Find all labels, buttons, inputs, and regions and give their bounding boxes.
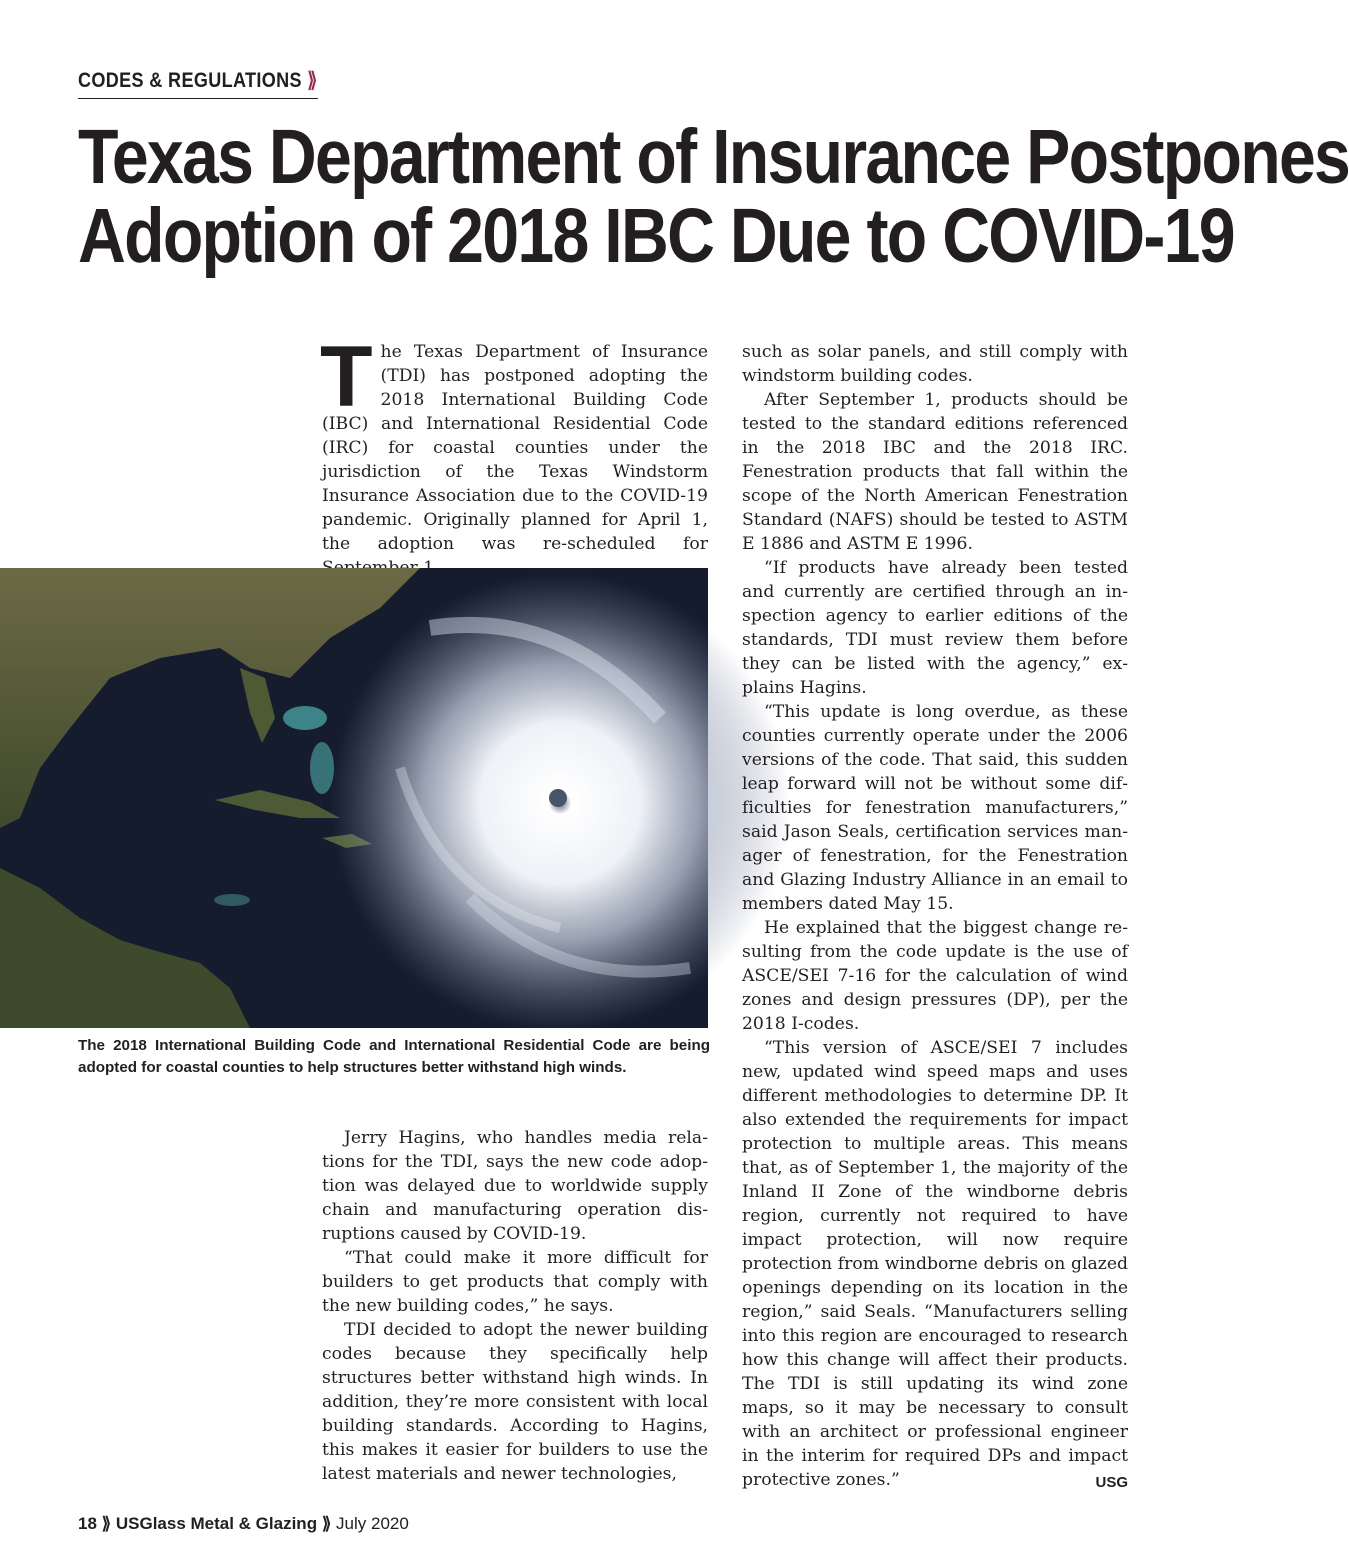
footer-separator-icon: ⟫ [101,1514,112,1533]
page-footer [78,1514,409,1534]
headline [78,114,1349,279]
article-paragraph-4-part-2: such as solar panels, and still comply with windstorm building codes. [742,342,1128,386]
article-paragraph-7: “This update is long overdue, as these counties currently operate under the 2006 versions of the code. That said, this sudden leap forward will not be without some difficulties for fenestration manufacturers,” said Jason Seals, certification services manager of fenestration, for the Fenestration and Glazing Industry Alliance in an email to members dated May 15. [742,702,1128,914]
paragraph-1-text: he Texas Department of Insurance (TDI) has postponed adopting the 2018 International Building Code (IBC) and International Residential Code (IRC) for coastal counties under the jurisdiction of the Texas Windstorm Insurance Association due to the COVID-19 pandemic. Originally planned for April 1, the adoption was re-scheduled for [322,342,708,554]
issue-date: July 2020 [336,1514,409,1533]
article-paragraph-9 [742,1036,1128,1492]
chevron-icon: ⟫ [307,69,318,92]
article-column-2 [742,340,1128,1495]
article-paragraph-2: Jerry Hagins, who handles media relations for the TDI, says the new code adoption was delayed due to worldwide supply chain and manufacturing operation disruptions caused by COVID-19. [322,1128,708,1244]
end-mark: USG [1095,1474,1128,1491]
footer-separator-icon-2: ⟫ [321,1514,332,1533]
article-paragraph-4-part-1: TDI decided to adopt the newer building codes because they specifically help structures better withstand high winds. In addition, they’re more consistent with local building standards. According to Hagins, this makes it easier for builders to use the latest materials and newer technologies, [322,1320,708,1484]
article-paragraph-1 [320,329,708,580]
article-paragraph-5: After September 1, products should be tested to the standard editions referenced in the 2018 IBC and the 2018 IRC. Fenestration products that fall within the scope of the North American Fenestration Standard (NAFS) should be tested to ASTM E 1886 and ASTM E 1996. [742,390,1128,554]
paragraph-9-text: “This version of ASCE/SEI 7 includes new, updated wind speed maps and uses different methodologies to determine DP. It also extended the requirements for impact protection to multiple areas. This means that, as of September 1, the majority of the Inland II Zone of the windborne debris region, currently not required to have impact protection, will now require protection from windborne debris on glazed openings depending on its location in the region,” said Seals. “Manufacturers selling into this region are encouraged to research how this change will affect their products. The TDI is still updating its wind zone maps, so it may be necessary to consult with an architect or professional engineer in the interim for required DPs and impact protective zones.” [742,1038,1128,1490]
drop-cap: T [320,329,373,425]
publication-name: USGlass Metal & Glazing [115,1514,318,1533]
article-paragraph-6: “If products have already been tested and currently are certified through an inspection agency to earlier editions of the standards, TDI must review them before they can be listed with the agency,” explains Hagins. [742,558,1128,698]
article-paragraph-8: He explained that the biggest change resulting from the code update is the use of ASCE/SEI 7-16 for the calculation of wind zones and design pressures (DP), per the 2018 I-codes. [742,918,1128,1034]
hurricane-image-graphic [0,568,708,1028]
section-label [78,68,318,99]
headline-line-1: Texas Department of Insurance Postpones [78,114,1349,200]
page-number: 18 [78,1514,97,1533]
photo-caption: The 2018 International Building Code and International Residential Code are being adopted for coastal counties to help structures better withstand high winds. [78,1037,710,1076]
section-label-text: CODES & REGULATIONS [78,69,302,92]
article-paragraph-3: “That could make it more difficult for builders to get products that comply with the new building codes,” he says. [322,1248,708,1316]
article-column-1-bottom [322,1126,708,1486]
hurricane-satellite-photo [0,568,708,1028]
article-column-1-top [320,329,708,580]
headline-line-2: Adoption of 2018 IBC Due to COVID-19 [78,193,1234,279]
